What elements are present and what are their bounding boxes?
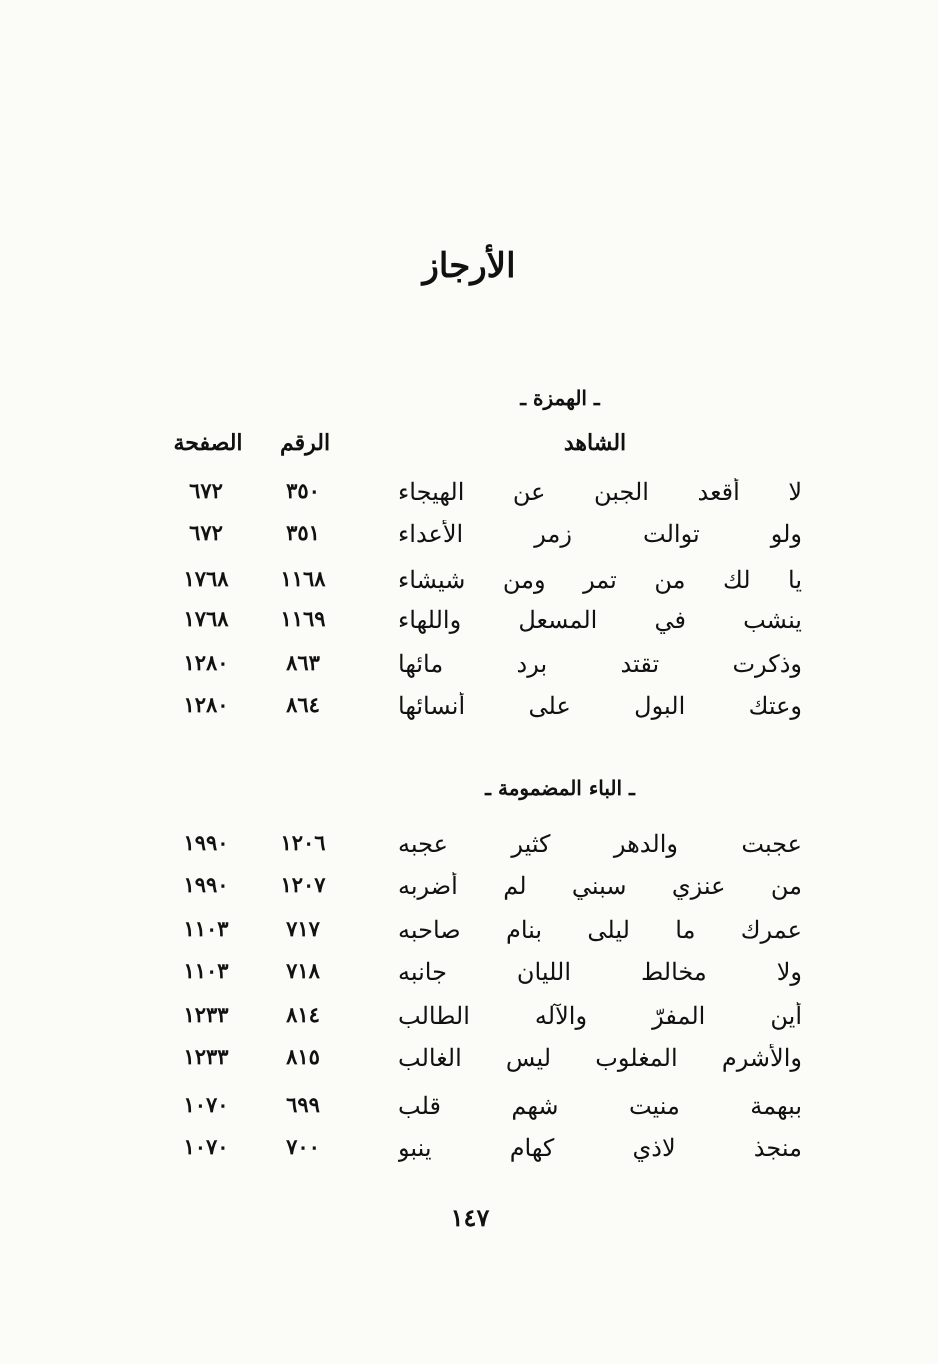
table-row: [0, 872, 938, 912]
table-row: [0, 650, 938, 690]
page-reference: ١٢٣٣: [183, 1044, 229, 1069]
verse-text: ولا مخالط الليان جانبه: [398, 958, 802, 986]
verse-text: عمرك ما ليلى بنام صاحبه: [398, 916, 802, 944]
verse-text: منجذ لاذي كهام ينبو: [398, 1134, 802, 1162]
verse-text: وذكرت تقتد برد مائها: [398, 650, 802, 678]
verse-text: ولو توالت زمر الأعداء: [398, 520, 802, 548]
verse-number: ٨٦٣: [286, 650, 320, 675]
verse-number: ٣٥١: [286, 520, 320, 545]
table-row: [0, 916, 938, 956]
page-reference: ٦٧٢: [189, 478, 223, 503]
page-reference: ١٩٩٠: [183, 830, 229, 855]
table-row: [0, 958, 938, 998]
verse-number: ١١٦٨: [280, 566, 326, 591]
verse-number: ٨١٥: [286, 1044, 320, 1069]
table-row: [0, 1092, 938, 1132]
section-heading-ba: ـ الباء المضمومة ـ: [485, 776, 635, 800]
column-header-shahid: الشاهد: [563, 430, 627, 456]
verse-text: والأشرم المغلوب ليس الغالب: [398, 1044, 802, 1072]
page-number: ١٤٧: [450, 1203, 490, 1232]
column-header-safha: الصفحة: [173, 430, 243, 456]
verse-text: ينشب في المسعل واللهاء: [398, 606, 802, 634]
verse-text: لا أقعد الجبن عن الهيجاء: [398, 478, 802, 506]
column-header-raqm: الرقم: [279, 430, 331, 456]
verse-text: يا لك من تمر ومن شيشاء: [398, 566, 802, 594]
verse-number: ٧١٨: [286, 958, 320, 983]
page-reference: ١٩٩٠: [183, 872, 229, 897]
table-row: [0, 520, 938, 560]
page-reference: ١٢٨٠: [183, 692, 229, 717]
verse-number: ٧٠٠: [286, 1134, 320, 1159]
table-row: [0, 1002, 938, 1042]
table-row: [0, 606, 938, 646]
page-reference: ١٢٨٠: [183, 650, 229, 675]
verse-number: ١١٦٩: [280, 606, 326, 631]
verse-text: من عنزي سبني لم أضربه: [398, 872, 802, 900]
page-title: الأرجاز: [422, 246, 516, 286]
verse-number: ٨١٤: [286, 1002, 320, 1027]
verse-text: وعتك البول على أنسائها: [398, 692, 802, 720]
table-row: [0, 830, 938, 870]
verse-number: ١٢٠٦: [280, 830, 326, 855]
verse-number: ٦٩٩: [286, 1092, 320, 1117]
page-reference: ١٧٦٨: [183, 566, 229, 591]
verse-text: ببهمة منيت شهم قلب: [398, 1092, 802, 1120]
page-reference: ١٠٧٠: [183, 1092, 229, 1117]
table-row: [0, 566, 938, 606]
table-row: [0, 1134, 938, 1174]
table-row: [0, 1044, 938, 1084]
page-reference: ١٢٣٣: [183, 1002, 229, 1027]
page-reference: ٦٧٢: [189, 520, 223, 545]
page-reference: ١٧٦٨: [183, 606, 229, 631]
verse-text: عجبت والدهر كثير عجبه: [398, 830, 802, 858]
verse-number: ١٢٠٧: [280, 872, 326, 897]
verse-number: ٧١٧: [286, 916, 320, 941]
table-row: [0, 692, 938, 732]
verse-number: ٣٥٠: [286, 478, 320, 503]
page-reference: ١١٠٣: [183, 916, 229, 941]
verse-text: أين المفرّ والآله الطالب: [398, 1002, 802, 1030]
page-reference: ١١٠٣: [183, 958, 229, 983]
page-reference: ١٠٧٠: [183, 1134, 229, 1159]
section-heading-hamza: ـ الهمزة ـ: [520, 386, 600, 410]
table-row: [0, 478, 938, 518]
verse-number: ٨٦٤: [286, 692, 320, 717]
